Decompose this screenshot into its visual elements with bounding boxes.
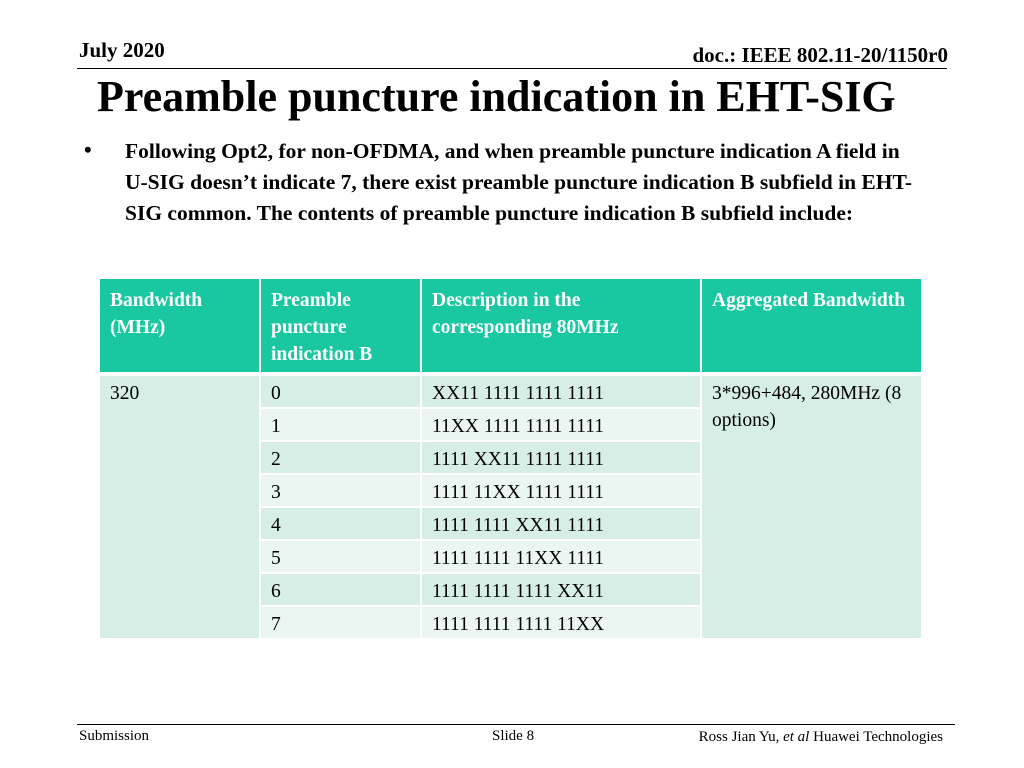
table-header-row bbox=[99, 278, 922, 374]
footer-slide-number: Slide 8 bbox=[492, 728, 535, 744]
cell-description: 1111 XX11 1111 1111 bbox=[421, 441, 701, 474]
footer-author-suffix: et al bbox=[783, 729, 810, 745]
header-divider bbox=[77, 68, 947, 69]
header-doc-id: doc.: IEEE 802.11-20/1150r0 bbox=[692, 43, 948, 67]
cell-aggregated: 3*996+484, 280MHz (8 options) bbox=[701, 374, 922, 639]
footer-org: Huawei Technologies bbox=[813, 729, 943, 745]
cell-description: 1111 1111 1111 XX11 bbox=[421, 573, 701, 606]
cell-indication: 7 bbox=[260, 606, 421, 639]
footer-divider bbox=[77, 724, 955, 725]
footer-author bbox=[699, 729, 943, 746]
cell-description: XX11 1111 1111 1111 bbox=[421, 374, 701, 408]
header-date: July 2020 bbox=[79, 38, 165, 62]
slide-title: Preamble puncture indication in EHT-SIG bbox=[97, 72, 896, 121]
cell-indication: 2 bbox=[260, 441, 421, 474]
cell-indication: 0 bbox=[260, 374, 421, 408]
footer-submission: Submission bbox=[79, 728, 150, 744]
footer-author-name: Ross Jian Yu, bbox=[698, 729, 780, 745]
bullet-text: Following Opt2, for non-OFDMA, and when preamble puncture indication A field in U-SIG doesn’t indicate 7, there exist preamble puncture indication B subfield in EHT-SIG common. The contents of preamble puncture indication B subfield include: bbox=[125, 139, 913, 225]
cell-indication: 4 bbox=[260, 507, 421, 540]
bullet-icon: • bbox=[84, 137, 92, 162]
table-row bbox=[99, 374, 922, 408]
header-aggregated: Aggregated Bandwidth bbox=[701, 278, 922, 374]
cell-description: 1111 1111 11XX 1111 bbox=[421, 540, 701, 573]
cell-indication: 1 bbox=[260, 408, 421, 441]
cell-description: 1111 1111 XX11 1111 bbox=[421, 507, 701, 540]
puncture-table bbox=[98, 277, 923, 640]
cell-description: 1111 1111 1111 11XX bbox=[421, 606, 701, 639]
cell-description: 1111 11XX 1111 1111 bbox=[421, 474, 701, 507]
cell-indication: 6 bbox=[260, 573, 421, 606]
cell-bandwidth: 320 bbox=[99, 374, 260, 639]
header-indication: Preamble puncture indication B bbox=[260, 278, 421, 374]
header-description: Description in the corresponding 80MHz bbox=[421, 278, 701, 374]
cell-indication: 5 bbox=[260, 540, 421, 573]
header-bandwidth: Bandwidth (MHz) bbox=[99, 278, 260, 374]
cell-description: 11XX 1111 1111 1111 bbox=[421, 408, 701, 441]
cell-indication: 3 bbox=[260, 474, 421, 507]
